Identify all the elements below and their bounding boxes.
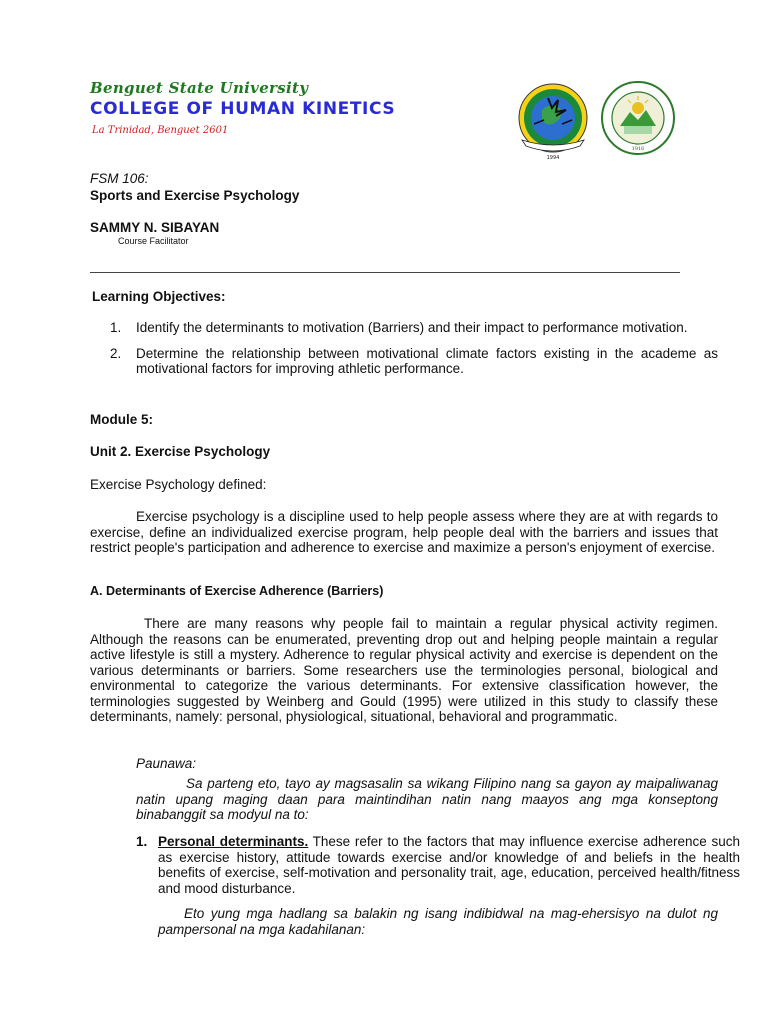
- logo1-year: 1994: [546, 155, 560, 161]
- college-address: La Trinidad, Benguet 2601: [92, 125, 229, 136]
- objectives-list: [110, 320, 718, 377]
- objective-text: Determine the relationship between motivational climate factors existing in the academe as motivational factors for improving athletic performance.: [136, 345, 718, 376]
- facilitator-name: SAMMY N. SIBAYAN: [90, 220, 220, 235]
- logo2-year: 1916: [631, 146, 645, 152]
- course-code: FSM 106:: [90, 171, 149, 186]
- personal-translation: Eto yung mga hadlang sa balakin ng isang indibidwal na mag-ehersisyo na dulot ng pampersonal na mga kadahilanan:: [158, 906, 718, 937]
- course-title: Sports and Exercise Psychology: [90, 188, 300, 203]
- header-divider: [90, 272, 680, 273]
- college-logo-icon: [512, 80, 594, 162]
- facilitator-role: Course Facilitator: [118, 236, 189, 246]
- note-label: Paunawa:: [136, 756, 197, 771]
- item-title: Personal determinants.: [158, 834, 309, 849]
- section-a-paragraph: There are many reasons why people fail to maintain a regular physical activity regimen. Although the reasons can be enumerated, preventing drop out and helping people maintain a regular active lifestyle is still a mystery. Adherence to regular physical activity and exercise is dependent on the various determinants or barriers. Some researchers use the terminologies personal, biological and environmental to categorize the various determinants. For extensive classification however, the terminologies suggested by Weinberg and Gould (1995) were utilized in this study to classify these determinants, namely: personal, physiological, situational, behavioral and programmatic.: [90, 616, 718, 724]
- definition-label: Exercise Psychology defined:: [90, 477, 267, 492]
- college-name: COLLEGE OF HUMAN KINETICS: [90, 99, 396, 119]
- definition-paragraph: Exercise psychology is a discipline used to help people assess where they are at with regards to exercise, define an individualized exercise program, help people deal with the barriers and issues that restrict people's participation and adherence to exercise and maximize a person's enjoyment of exercise.: [90, 509, 718, 555]
- unit-title: Unit 2. Exercise Psychology: [90, 444, 271, 459]
- item-number: 1.: [136, 834, 148, 849]
- module-title: Module 5:: [90, 412, 153, 427]
- objectives-heading: Learning Objectives:: [92, 289, 226, 304]
- note-paragraph: Sa parteng eto, tayo ay magsasalin sa wikang Filipino nang sa gayon ay maipaliwanag natin upang maging daan para maintindihan natin nang maayos ang mga konseptong binabanggit sa modyul na to:: [136, 776, 718, 822]
- section-a-heading: A. Determinants of Exercise Adherence (Barriers): [90, 584, 384, 598]
- personal-determinants-item: [136, 834, 740, 896]
- objective-number: 2.: [110, 345, 122, 361]
- objective-text: Identify the determinants to motivation (Barriers) and their impact to performance motivation.: [136, 320, 688, 335]
- university-name: Benguet State University: [90, 79, 309, 97]
- list-item: [110, 346, 718, 377]
- item-text: These refer to the factors that may influence exercise adherence such as exercise history, attitude towards exercise and/or knowledge of and beliefs in the health benefits of exercise, self-motivation and personality trait, age, education, perceived health/fitness and mood disturbance.: [158, 834, 740, 896]
- university-seal-icon: [600, 80, 676, 156]
- objective-number: 1.: [110, 320, 122, 335]
- list-item: [110, 320, 718, 336]
